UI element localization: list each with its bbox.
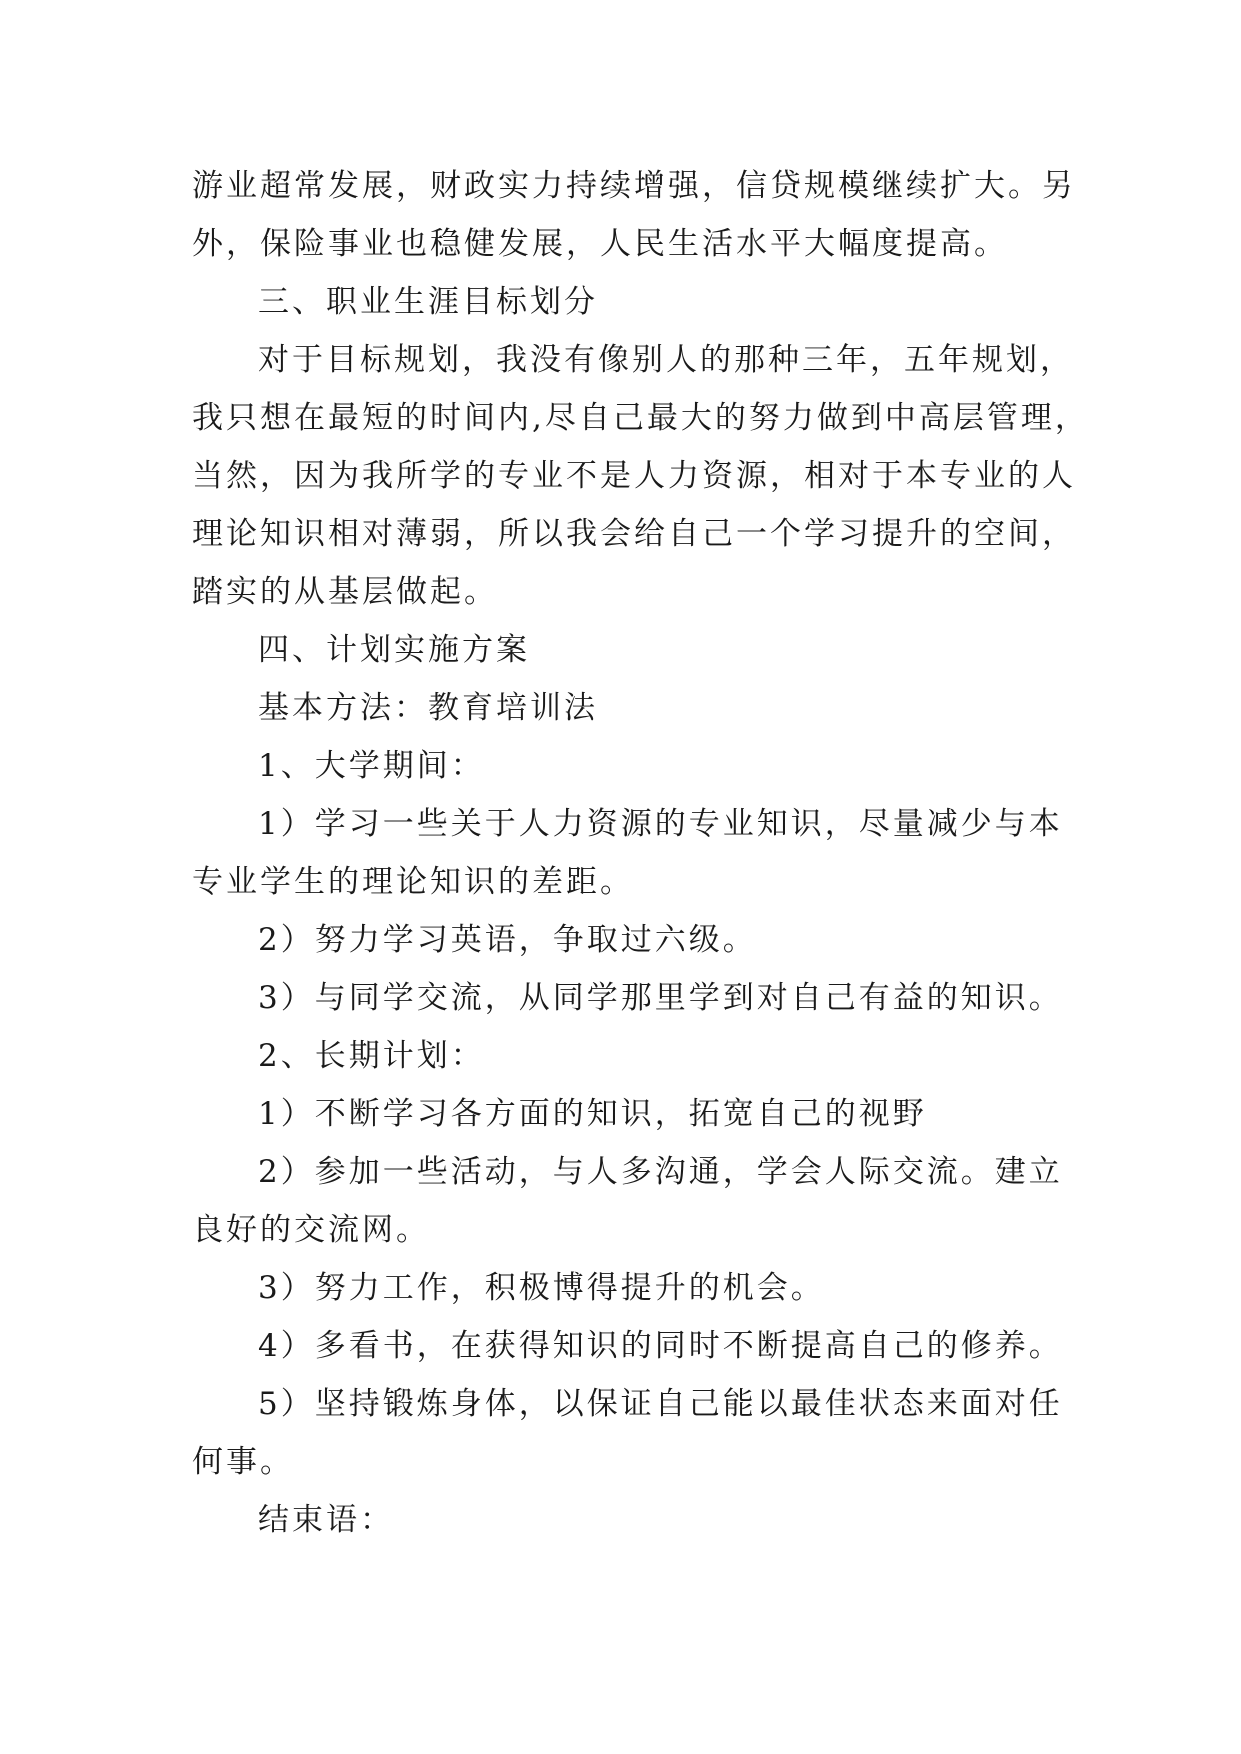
text-line: 1、大学期间： bbox=[258, 748, 485, 784]
text-line: 何事。 bbox=[192, 1444, 294, 1480]
text-line: 基本方法：教育培训法 bbox=[258, 690, 598, 726]
list-item bbox=[192, 1375, 1063, 1491]
text-line: 我只想在最短的时间内,尽自己最大的努力做到中高层管理， bbox=[192, 400, 1089, 436]
text-line: 外，保险事业也稳健发展，人民生活水平大幅度提高。 bbox=[192, 226, 1008, 262]
text-line: 3）与同学交流，从同学那里学到对自己有益的知识。 bbox=[258, 980, 1063, 1016]
text-line: 1）学习一些关于人力资源的专业知识，尽量减少与本 bbox=[258, 806, 1063, 842]
text-line: 良好的交流网。 bbox=[192, 1212, 430, 1248]
section-heading bbox=[192, 621, 1052, 679]
text-line: 2）参加一些活动，与人多沟通，学会人际交流。建立 bbox=[258, 1154, 1063, 1190]
section-heading bbox=[192, 273, 1052, 331]
list-heading bbox=[192, 1027, 1052, 1085]
text-line: 2）努力学习英语，争取过六级。 bbox=[258, 922, 757, 958]
list-item bbox=[192, 911, 1052, 969]
text-line: 3）努力工作，积极博得提升的机会。 bbox=[258, 1270, 825, 1306]
closing-heading bbox=[192, 1491, 1052, 1549]
paragraph bbox=[192, 157, 1076, 273]
text-line: 1）不断学习各方面的知识，拓宽自己的视野 bbox=[258, 1096, 927, 1132]
paragraph bbox=[192, 679, 1052, 737]
paragraph bbox=[192, 331, 1089, 621]
text-line: 游业超常发展，财政实力持续增强，信贷规模继续扩大。另 bbox=[192, 168, 1076, 204]
text-line: 专业学生的理论知识的差距。 bbox=[192, 864, 634, 900]
text-line: 5）坚持锻炼身体，以保证自己能以最佳状态来面对任 bbox=[258, 1386, 1063, 1422]
list-heading bbox=[192, 737, 1052, 795]
list-item bbox=[192, 1317, 1063, 1375]
text-line: 结束语： bbox=[258, 1502, 394, 1538]
text-line: 四、计划实施方案 bbox=[258, 632, 530, 668]
text-line: 当然，因为我所学的专业不是人力资源，相对于本专业的人 bbox=[192, 458, 1076, 494]
list-item bbox=[192, 969, 1063, 1027]
text-line: 理论知识相对薄弱，所以我会给自己一个学习提升的空间， bbox=[192, 516, 1076, 552]
document-body bbox=[192, 157, 1089, 1549]
text-line: 2、长期计划： bbox=[258, 1038, 485, 1074]
list-item bbox=[192, 1143, 1063, 1259]
list-item bbox=[192, 795, 1063, 911]
text-line: 对于目标规划，我没有像别人的那种三年，五年规划， bbox=[258, 342, 1074, 378]
text-line: 踏实的从基层做起。 bbox=[192, 574, 498, 610]
list-item bbox=[192, 1085, 1052, 1143]
list-item bbox=[192, 1259, 1052, 1317]
text-line: 4）多看书，在获得知识的同时不断提高自己的修养。 bbox=[258, 1328, 1063, 1364]
text-line: 三、职业生涯目标划分 bbox=[258, 284, 598, 320]
